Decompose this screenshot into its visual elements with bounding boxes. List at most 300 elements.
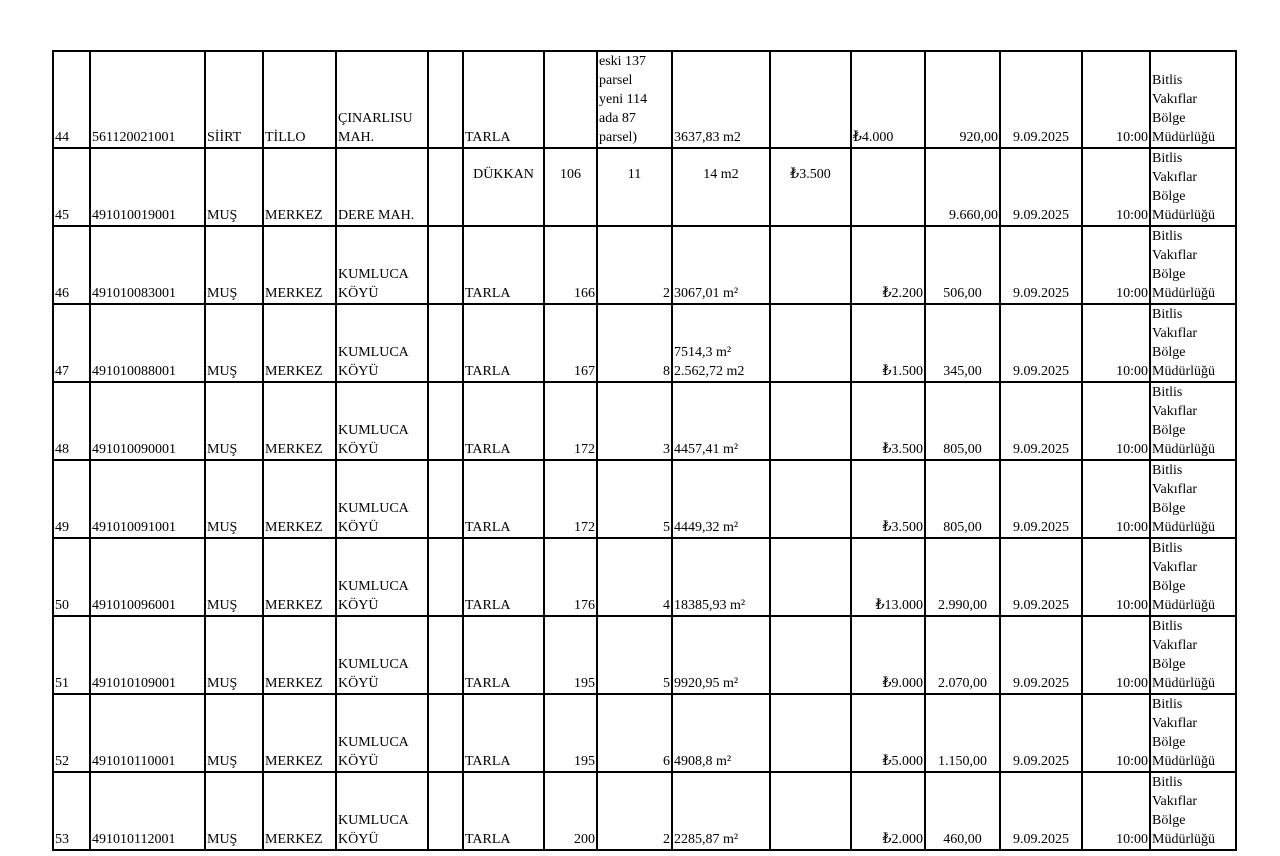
monthly-rent-cell xyxy=(770,694,851,772)
property-code-cell xyxy=(90,226,205,304)
property-code-cell xyxy=(90,382,205,460)
row-number-text: 48 xyxy=(55,442,69,457)
estimated-value-cell xyxy=(851,538,925,616)
neighborhood-text: KUMLUCA KÖYÜ xyxy=(338,345,409,379)
blank-cell xyxy=(428,616,463,694)
blank-cell xyxy=(428,382,463,460)
property-code-cell xyxy=(90,772,205,850)
auction-time-text: 10:00 xyxy=(1116,676,1148,691)
district-cell xyxy=(263,772,336,850)
parcel-number-cell xyxy=(597,51,672,148)
district-cell xyxy=(263,226,336,304)
district-text: MERKEZ xyxy=(265,364,323,379)
area-cell xyxy=(672,538,770,616)
property-type-cell xyxy=(463,772,544,850)
deposit-cell xyxy=(925,51,1000,148)
property-code-cell xyxy=(90,304,205,382)
block-number-text: 106 xyxy=(560,166,581,182)
province-cell xyxy=(205,51,263,148)
parcel-number-text: 2 xyxy=(663,832,670,847)
row-number-cell xyxy=(53,460,90,538)
property-type-cell xyxy=(463,538,544,616)
district-text: MERKEZ xyxy=(265,520,323,535)
row-number-text: 53 xyxy=(55,832,69,847)
area-cell xyxy=(672,616,770,694)
directorate-text: Bitlis Vakıflar Bölge Müdürlüğü xyxy=(1152,697,1215,769)
area-text: 4908,8 m² xyxy=(674,754,732,769)
auction-time-text: 10:00 xyxy=(1116,754,1148,769)
province-cell xyxy=(205,382,263,460)
row-number-cell xyxy=(53,304,90,382)
property-type-cell xyxy=(463,226,544,304)
directorate-text: Bitlis Vakıflar Bölge Müdürlüğü xyxy=(1152,73,1215,145)
auction-date-cell xyxy=(1000,538,1082,616)
block-number-text: 166 xyxy=(574,286,595,301)
auction-time-text: 10:00 xyxy=(1116,286,1148,301)
block-number-cell xyxy=(544,460,597,538)
deposit-text: 9.660,00 xyxy=(949,208,998,223)
auction-date-text: 9.09.2025 xyxy=(1013,286,1069,301)
directorate-cell xyxy=(1150,51,1236,148)
province-text: SİİRT xyxy=(207,130,242,145)
district-cell xyxy=(263,538,336,616)
neighborhood-cell xyxy=(336,226,428,304)
deposit-cell xyxy=(925,148,1000,226)
auction-date-text: 9.09.2025 xyxy=(1013,208,1069,223)
parcel-number-cell xyxy=(597,616,672,694)
property-code-cell xyxy=(90,616,205,694)
neighborhood-cell xyxy=(336,538,428,616)
property-code-cell xyxy=(90,460,205,538)
province-text: MUŞ xyxy=(207,442,238,457)
deposit-text: 2.990,00 xyxy=(938,598,987,613)
district-text: TİLLO xyxy=(265,130,306,145)
auction-time-cell xyxy=(1082,616,1150,694)
parcel-number-text: 2 xyxy=(663,286,670,301)
property-type-text: TARLA xyxy=(465,130,511,145)
area-cell xyxy=(672,460,770,538)
neighborhood-text: KUMLUCA KÖYÜ xyxy=(338,501,409,535)
auction-date-cell xyxy=(1000,382,1082,460)
neighborhood-text: KUMLUCA KÖYÜ xyxy=(338,423,409,457)
block-number-cell xyxy=(544,148,597,226)
table-row xyxy=(53,460,1236,538)
directorate-cell xyxy=(1150,616,1236,694)
auction-time-cell xyxy=(1082,460,1150,538)
table-row xyxy=(53,538,1236,616)
district-text: MERKEZ xyxy=(265,754,323,769)
neighborhood-cell xyxy=(336,460,428,538)
area-cell xyxy=(672,382,770,460)
directorate-cell xyxy=(1150,538,1236,616)
area-text: 2285,87 m² xyxy=(674,832,739,847)
property-type-text: TARLA xyxy=(465,520,511,535)
parcel-number-cell xyxy=(597,148,672,226)
property-auction-table xyxy=(52,50,1237,851)
block-number-cell xyxy=(544,616,597,694)
province-cell xyxy=(205,460,263,538)
monthly-rent-text: ₺3.500 xyxy=(790,166,831,182)
parcel-number-text: 5 xyxy=(663,676,670,691)
deposit-cell xyxy=(925,694,1000,772)
monthly-rent-cell xyxy=(770,51,851,148)
property-type-text: TARLA xyxy=(465,598,511,613)
property-type-text: TARLA xyxy=(465,676,511,691)
parcel-number-text: 8 xyxy=(663,364,670,379)
monthly-rent-cell xyxy=(770,148,851,226)
province-cell xyxy=(205,694,263,772)
blank-cell xyxy=(428,538,463,616)
blank-cell xyxy=(428,226,463,304)
auction-time-cell xyxy=(1082,772,1150,850)
auction-time-cell xyxy=(1082,304,1150,382)
province-text: MUŞ xyxy=(207,286,238,301)
auction-time-cell xyxy=(1082,382,1150,460)
row-number-cell xyxy=(53,226,90,304)
auction-date-text: 9.09.2025 xyxy=(1013,832,1069,847)
deposit-text: 805,00 xyxy=(943,520,982,535)
deposit-cell xyxy=(925,460,1000,538)
directorate-text: Bitlis Vakıflar Bölge Müdürlüğü xyxy=(1152,229,1215,301)
property-type-cell xyxy=(463,460,544,538)
monthly-rent-cell xyxy=(770,382,851,460)
directorate-text: Bitlis Vakıflar Bölge Müdürlüğü xyxy=(1152,463,1215,535)
parcel-number-cell xyxy=(597,772,672,850)
directorate-cell xyxy=(1150,304,1236,382)
parcel-number-cell xyxy=(597,694,672,772)
district-cell xyxy=(263,460,336,538)
block-number-cell xyxy=(544,694,597,772)
property-type-cell xyxy=(463,51,544,148)
row-number-text: 52 xyxy=(55,754,69,769)
province-cell xyxy=(205,226,263,304)
estimated-value-text: ₺3.500 xyxy=(882,442,923,457)
estimated-value-text: ₺5.000 xyxy=(882,754,923,769)
district-cell xyxy=(263,616,336,694)
estimated-value-cell xyxy=(851,694,925,772)
property-type-cell xyxy=(463,694,544,772)
blank-cell xyxy=(428,148,463,226)
property-code-text: 491010096001 xyxy=(92,598,176,613)
directorate-cell xyxy=(1150,460,1236,538)
table-row xyxy=(53,304,1236,382)
area-text: 3637,83 m2 xyxy=(674,130,741,145)
district-text: MERKEZ xyxy=(265,442,323,457)
province-text: MUŞ xyxy=(207,676,238,691)
auction-date-text: 9.09.2025 xyxy=(1013,364,1069,379)
neighborhood-cell xyxy=(336,772,428,850)
auction-date-cell xyxy=(1000,51,1082,148)
estimated-value-cell xyxy=(851,460,925,538)
row-number-text: 50 xyxy=(55,598,69,613)
directorate-text: Bitlis Vakıflar Bölge Müdürlüğü xyxy=(1152,619,1215,691)
property-code-cell xyxy=(90,51,205,148)
table-row xyxy=(53,382,1236,460)
auction-date-text: 9.09.2025 xyxy=(1013,520,1069,535)
estimated-value-cell xyxy=(851,616,925,694)
province-text: MUŞ xyxy=(207,208,238,223)
blank-cell xyxy=(428,694,463,772)
property-type-text: TARLA xyxy=(465,442,511,457)
monthly-rent-cell xyxy=(770,772,851,850)
monthly-rent-cell xyxy=(770,304,851,382)
estimated-value-text: ₺2.000 xyxy=(882,832,923,847)
blank-cell xyxy=(428,51,463,148)
estimated-value-text: ₺2.200 xyxy=(882,286,923,301)
area-cell xyxy=(672,226,770,304)
neighborhood-cell xyxy=(336,382,428,460)
monthly-rent-cell xyxy=(770,616,851,694)
property-code-text: 491010083001 xyxy=(92,286,176,301)
block-number-text: 167 xyxy=(574,364,595,379)
province-text: MUŞ xyxy=(207,832,238,847)
province-cell xyxy=(205,616,263,694)
auction-time-text: 10:00 xyxy=(1116,130,1148,145)
area-text: 18385,93 m² xyxy=(674,598,746,613)
province-cell xyxy=(205,304,263,382)
auction-time-text: 10:00 xyxy=(1116,520,1148,535)
province-text: MUŞ xyxy=(207,364,238,379)
auction-time-text: 10:00 xyxy=(1116,442,1148,457)
area-text: 4449,32 m² xyxy=(674,520,739,535)
parcel-number-text: 6 xyxy=(663,754,670,769)
block-number-text: 195 xyxy=(574,676,595,691)
directorate-cell xyxy=(1150,694,1236,772)
property-code-cell xyxy=(90,538,205,616)
directorate-text: Bitlis Vakıflar Bölge Müdürlüğü xyxy=(1152,385,1215,457)
province-text: MUŞ xyxy=(207,598,238,613)
auction-date-cell xyxy=(1000,616,1082,694)
province-text: MUŞ xyxy=(207,754,238,769)
auction-date-text: 9.09.2025 xyxy=(1013,130,1069,145)
neighborhood-cell xyxy=(336,616,428,694)
auction-date-cell xyxy=(1000,148,1082,226)
table-body xyxy=(53,51,1236,850)
row-number-text: 49 xyxy=(55,520,69,535)
neighborhood-text: KUMLUCA KÖYÜ xyxy=(338,657,409,691)
area-cell xyxy=(672,304,770,382)
blank-cell xyxy=(428,304,463,382)
neighborhood-text: KUMLUCA KÖYÜ xyxy=(338,579,409,613)
property-type-cell xyxy=(463,616,544,694)
deposit-text: 506,00 xyxy=(943,286,982,301)
district-text: MERKEZ xyxy=(265,598,323,613)
deposit-cell xyxy=(925,226,1000,304)
deposit-cell xyxy=(925,304,1000,382)
directorate-text: Bitlis Vakıflar Bölge Müdürlüğü xyxy=(1152,775,1215,847)
auction-date-cell xyxy=(1000,772,1082,850)
auction-time-cell xyxy=(1082,226,1150,304)
directorate-text: Bitlis Vakıflar Bölge Müdürlüğü xyxy=(1152,151,1215,223)
estimated-value-cell xyxy=(851,226,925,304)
row-number-cell xyxy=(53,538,90,616)
estimated-value-cell xyxy=(851,304,925,382)
monthly-rent-cell xyxy=(770,538,851,616)
property-type-text: TARLA xyxy=(465,364,511,379)
auction-date-cell xyxy=(1000,304,1082,382)
deposit-cell xyxy=(925,382,1000,460)
deposit-text: 345,00 xyxy=(943,364,982,379)
district-cell xyxy=(263,304,336,382)
auction-date-cell xyxy=(1000,226,1082,304)
district-cell xyxy=(263,51,336,148)
row-number-cell xyxy=(53,772,90,850)
row-number-text: 47 xyxy=(55,364,69,379)
property-type-text: TARLA xyxy=(465,832,511,847)
parcel-number-cell xyxy=(597,382,672,460)
parcel-number-text: 4 xyxy=(663,598,670,613)
estimated-value-text: ₺1.500 xyxy=(882,364,923,379)
neighborhood-cell xyxy=(336,694,428,772)
row-number-text: 46 xyxy=(55,286,69,301)
table-row xyxy=(53,226,1236,304)
property-code-text: 491010110001 xyxy=(92,754,176,769)
area-text: 3067,01 m² xyxy=(674,286,739,301)
estimated-value-cell xyxy=(851,772,925,850)
neighborhood-cell xyxy=(336,148,428,226)
auction-time-text: 10:00 xyxy=(1116,832,1148,847)
parcel-number-cell xyxy=(597,460,672,538)
table-row xyxy=(53,616,1236,694)
monthly-rent-cell xyxy=(770,460,851,538)
area-cell xyxy=(672,694,770,772)
parcel-number-text: 3 xyxy=(663,442,670,457)
table-row xyxy=(53,694,1236,772)
block-number-text: 172 xyxy=(574,442,595,457)
deposit-cell xyxy=(925,616,1000,694)
deposit-text: 2.070,00 xyxy=(938,676,987,691)
property-type-cell xyxy=(463,148,544,226)
province-cell xyxy=(205,772,263,850)
neighborhood-text: DERE MAH. xyxy=(338,208,415,223)
block-number-cell xyxy=(544,304,597,382)
auction-time-cell xyxy=(1082,148,1150,226)
auction-date-cell xyxy=(1000,694,1082,772)
block-number-cell xyxy=(544,772,597,850)
area-text: 7514,3 m² 2.562,72 m2 xyxy=(674,345,745,379)
auction-date-text: 9.09.2025 xyxy=(1013,442,1069,457)
table-row xyxy=(53,51,1236,148)
blank-cell xyxy=(428,772,463,850)
directorate-text: Bitlis Vakıflar Bölge Müdürlüğü xyxy=(1152,307,1215,379)
auction-date-text: 9.09.2025 xyxy=(1013,754,1069,769)
row-number-cell xyxy=(53,51,90,148)
area-text: 14 m2 xyxy=(703,166,739,182)
estimated-value-cell xyxy=(851,51,925,148)
block-number-text: 200 xyxy=(574,832,595,847)
row-number-cell xyxy=(53,382,90,460)
block-number-text: 176 xyxy=(574,598,595,613)
property-code-text: 491010112001 xyxy=(92,832,176,847)
block-number-cell xyxy=(544,538,597,616)
district-cell xyxy=(263,382,336,460)
parcel-number-cell xyxy=(597,538,672,616)
neighborhood-cell xyxy=(336,304,428,382)
auction-time-text: 10:00 xyxy=(1116,208,1148,223)
auction-time-text: 10:00 xyxy=(1116,598,1148,613)
district-text: MERKEZ xyxy=(265,208,323,223)
monthly-rent-cell xyxy=(770,226,851,304)
property-type-text: DÜKKAN xyxy=(473,166,534,182)
property-code-text: 491010088001 xyxy=(92,364,176,379)
parcel-number-text: 5 xyxy=(663,520,670,535)
block-number-cell xyxy=(544,226,597,304)
area-cell xyxy=(672,51,770,148)
deposit-text: 920,00 xyxy=(959,130,998,145)
area-cell xyxy=(672,772,770,850)
directorate-cell xyxy=(1150,382,1236,460)
property-code-text: 491010109001 xyxy=(92,676,176,691)
parcel-number-text: 11 xyxy=(627,166,642,182)
deposit-text: 460,00 xyxy=(943,832,982,847)
table-row xyxy=(53,772,1236,850)
table-row xyxy=(53,148,1236,226)
directorate-cell xyxy=(1150,148,1236,226)
estimated-value-cell xyxy=(851,382,925,460)
province-cell xyxy=(205,538,263,616)
property-type-cell xyxy=(463,382,544,460)
deposit-text: 1.150,00 xyxy=(938,754,987,769)
neighborhood-text: KUMLUCA KÖYÜ xyxy=(338,813,409,847)
province-text: MUŞ xyxy=(207,520,238,535)
parcel-number-cell xyxy=(597,304,672,382)
district-cell xyxy=(263,694,336,772)
area-text: 9920,95 m² xyxy=(674,676,739,691)
block-number-text: 195 xyxy=(574,754,595,769)
parcel-number-text: eski 137 parsel yeni 114 ada 87 parsel) xyxy=(599,54,648,145)
neighborhood-text: ÇINARLISU MAH. xyxy=(338,111,413,145)
estimated-value-text: ₺4.000 xyxy=(853,130,894,145)
directorate-text: Bitlis Vakıflar Bölge Müdürlüğü xyxy=(1152,541,1215,613)
property-code-text: 491010091001 xyxy=(92,520,176,535)
auction-time-cell xyxy=(1082,538,1150,616)
estimated-value-text: ₺13.000 xyxy=(875,598,923,613)
block-number-cell xyxy=(544,382,597,460)
area-text: 4457,41 m² xyxy=(674,442,739,457)
estimated-value-cell xyxy=(851,148,925,226)
directorate-cell xyxy=(1150,226,1236,304)
auction-time-cell xyxy=(1082,51,1150,148)
row-number-cell xyxy=(53,616,90,694)
province-cell xyxy=(205,148,263,226)
estimated-value-text: ₺3.500 xyxy=(882,520,923,535)
neighborhood-text: KUMLUCA KÖYÜ xyxy=(338,267,409,301)
neighborhood-text: KUMLUCA KÖYÜ xyxy=(338,735,409,769)
row-number-cell xyxy=(53,694,90,772)
auction-date-cell xyxy=(1000,460,1082,538)
deposit-text: 805,00 xyxy=(943,442,982,457)
blank-cell xyxy=(428,460,463,538)
district-text: MERKEZ xyxy=(265,286,323,301)
property-code-text: 491010019001 xyxy=(92,208,176,223)
property-type-text: TARLA xyxy=(465,286,511,301)
district-cell xyxy=(263,148,336,226)
auction-date-text: 9.09.2025 xyxy=(1013,598,1069,613)
row-number-cell xyxy=(53,148,90,226)
block-number-cell xyxy=(544,51,597,148)
property-type-cell xyxy=(463,304,544,382)
directorate-cell xyxy=(1150,772,1236,850)
district-text: MERKEZ xyxy=(265,832,323,847)
estimated-value-text: ₺9.000 xyxy=(882,676,923,691)
parcel-number-cell xyxy=(597,226,672,304)
property-code-text: 491010090001 xyxy=(92,442,176,457)
row-number-text: 45 xyxy=(55,208,69,223)
property-type-text: TARLA xyxy=(465,754,511,769)
property-code-cell xyxy=(90,148,205,226)
auction-time-cell xyxy=(1082,694,1150,772)
property-code-text: 561120021001 xyxy=(92,130,176,145)
